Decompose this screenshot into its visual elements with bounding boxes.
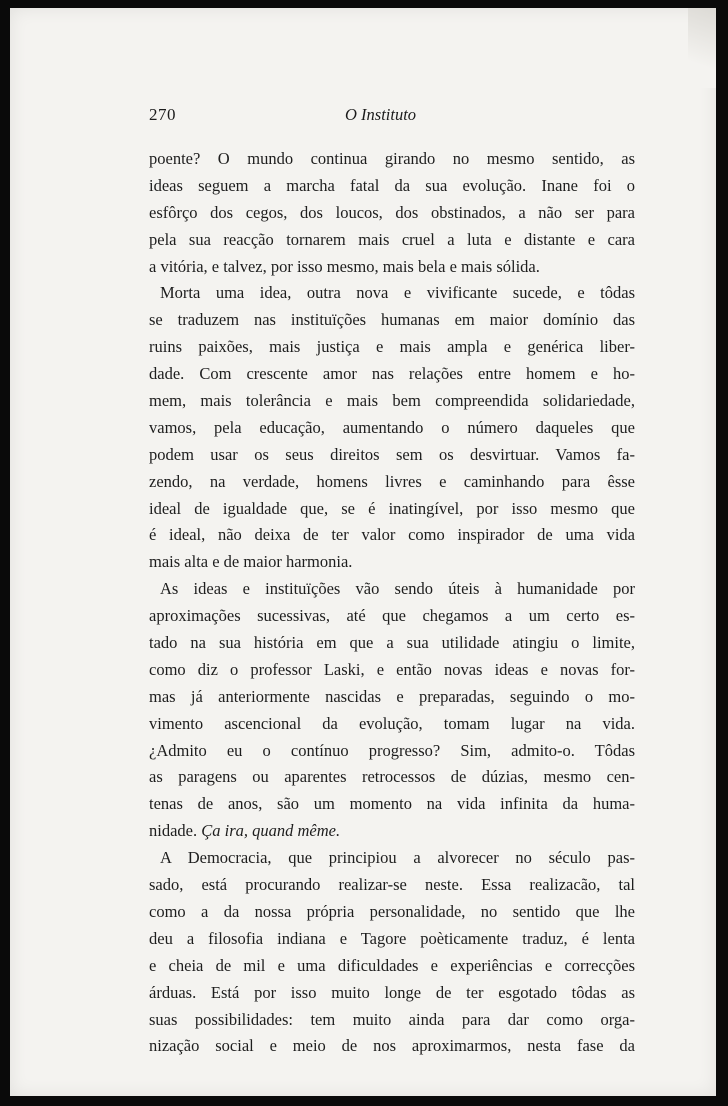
text-line: aproximações sucessivas, até que chegamos a um certo es- [149,606,635,626]
text-line: ideas seguem a marcha fatal da sua evolução. Inane foi o [149,175,635,195]
text-line: é ideal, não deixa de ter valor como inspirador de uma vida [149,525,635,545]
text-line: mas já anteriormente nascidas e preparadas, seguindo o mo- [149,686,635,706]
text-line: zendo, na verdade, homens livres e caminhando para êsse [149,471,635,491]
text-line: mem, mais tolerância e mais bem compreendida solidariedade, [149,391,635,411]
text-line [149,818,635,845]
text-line: As ideas e instituïções vão sendo úteis à humanidade por [160,579,635,599]
text-line: podem usar os seus direitos sem os desvirtuar. Vamos fa- [149,444,635,464]
french-quote: Ça ira, quand même. [201,821,341,841]
text-line: nização social e meio de nos aproximarmos, nesta fase da [149,1036,635,1056]
text-line: como diz o professor Laski, e então novas ideas e novas for- [149,659,635,679]
text-line: dade. Com crescente amor nas relações entre homem e ho- [149,364,635,384]
page-corner [688,8,716,88]
text-line: se traduzem nas instituïções humanas em maior domínio das [149,310,635,330]
page-number: 270 [149,105,176,124]
text-line: sado, está procurando realizar-se neste. Essa realizacão, tal [149,875,635,895]
running-title: O Instituto [345,105,417,124]
text-line: ideal de igualdade que, se é inatingível, por isso mesmo que [149,498,635,518]
text-line: suas possibilidades: tem muito ainda para dar como orga- [149,1009,635,1029]
text-line: A Democracia, que principiou a alvorecer no século pas- [160,848,635,868]
text-line: ruins paixões, mais justiça e mais ampla e genérica liber- [149,337,635,357]
text-line: vamos, pela educação, aumentando o número daqueles que [149,417,635,437]
text-line: tenas de anos, são um momento na vida infinita da huma- [149,794,635,814]
page-header [149,105,637,129]
text-line: poente? O mundo continua girando no mesmo sentido, as [149,149,635,168]
text-line: as paragens ou aparentes retrocessos de dúzias, mesmo cen- [149,767,635,787]
text-line: vimento ascencional da evolução, tomam lugar na vida. [149,713,635,733]
text-line: tado na sua história em que a sua utilidade atingiu o limite, [149,633,635,653]
text-line: ¿Admito eu o contínuo progresso? Sim, admito-o. Tôdas [149,740,635,760]
body-text [149,146,635,1060]
text-line: como a da nossa própria personalidade, no sentido que lhe [149,901,635,921]
text-line: a vitória, e talvez, por isso mesmo, mais bela e mais sólida. [149,256,540,276]
text-line: e cheia de mil e uma dificuldades e experiências e correcções [149,955,635,975]
book-page [10,8,716,1096]
text-line: esfôrço dos cegos, dos loucos, dos obstinados, a não ser para [149,202,635,222]
text-line: deu a filosofia indiana e Tagore poèticamente traduz, é lenta [149,928,635,948]
text-line: árduas. Está por isso muito longe de ter esgotado tôdas as [149,982,635,1002]
text-line-start: nidade. [149,821,198,841]
text-line: Morta uma idea, outra nova e vivificante sucede, e tôdas [160,283,635,303]
text-line: pela sua reacção tornarem mais cruel a luta e distante e cara [149,229,635,249]
text-line: mais alta e de maior harmonia. [149,552,353,572]
